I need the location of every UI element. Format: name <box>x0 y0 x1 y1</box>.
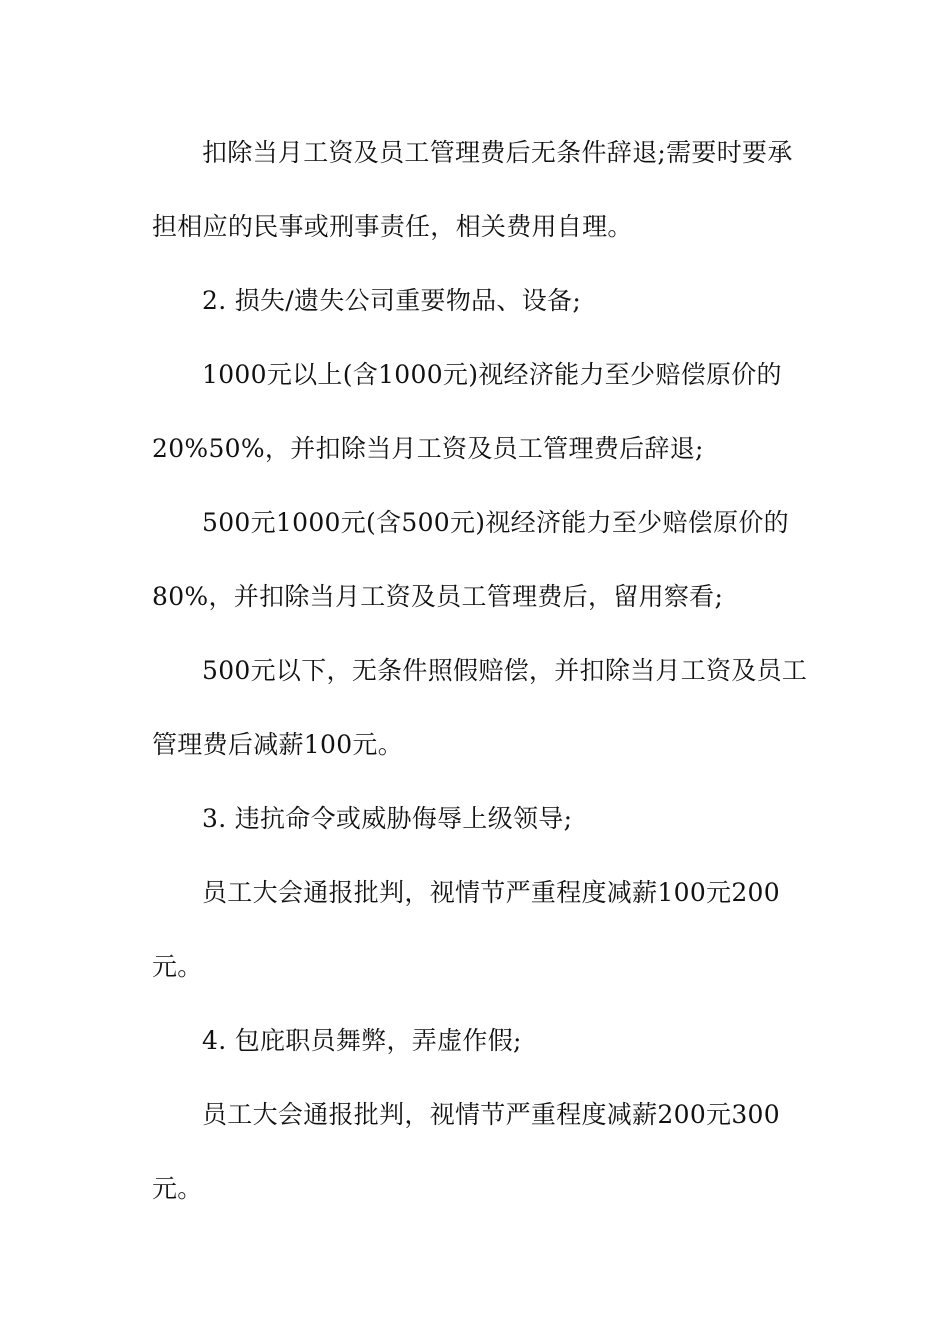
document-body <box>152 128 812 1238</box>
paragraph-line: 80%，并扣除当月工资及员工管理费后，留用察看; <box>152 582 724 611</box>
paragraph-line: 担相应的民事或刑事责任，相关费用自理。 <box>152 212 633 241</box>
paragraph-line: 500元1000元(含500元)视经济能力至少赔偿原价的 <box>202 508 789 537</box>
paragraph-line: 管理费后减薪100元。 <box>152 730 404 759</box>
paragraph-line: 元。 <box>152 1174 203 1203</box>
section-heading: 2. 损失/遗失公司重要物品、设备; <box>202 286 582 315</box>
paragraph-line: 员工大会通报批判，视情节严重程度减薪100元200 <box>202 878 780 907</box>
section-heading: 3. 违抗命令或威胁侮辱上级领导; <box>202 804 573 833</box>
section-heading: 4. 包庇职员舞弊，弄虚作假; <box>202 1026 522 1055</box>
paragraph-line: 20%50%，并扣除当月工资及员工管理费后辞退; <box>152 434 704 463</box>
paragraph-line: 扣除当月工资及员工管理费后无条件辞退;需要时要承 <box>202 138 793 167</box>
paragraph-line: 元。 <box>152 952 203 981</box>
paragraph-line: 1000元以上(含1000元)视经济能力至少赔偿原价的 <box>202 360 782 389</box>
paragraph-line: 员工大会通报批判，视情节严重程度减薪200元300 <box>202 1100 780 1129</box>
paragraph-line: 500元以下，无条件照假赔偿，并扣除当月工资及员工 <box>202 656 808 685</box>
